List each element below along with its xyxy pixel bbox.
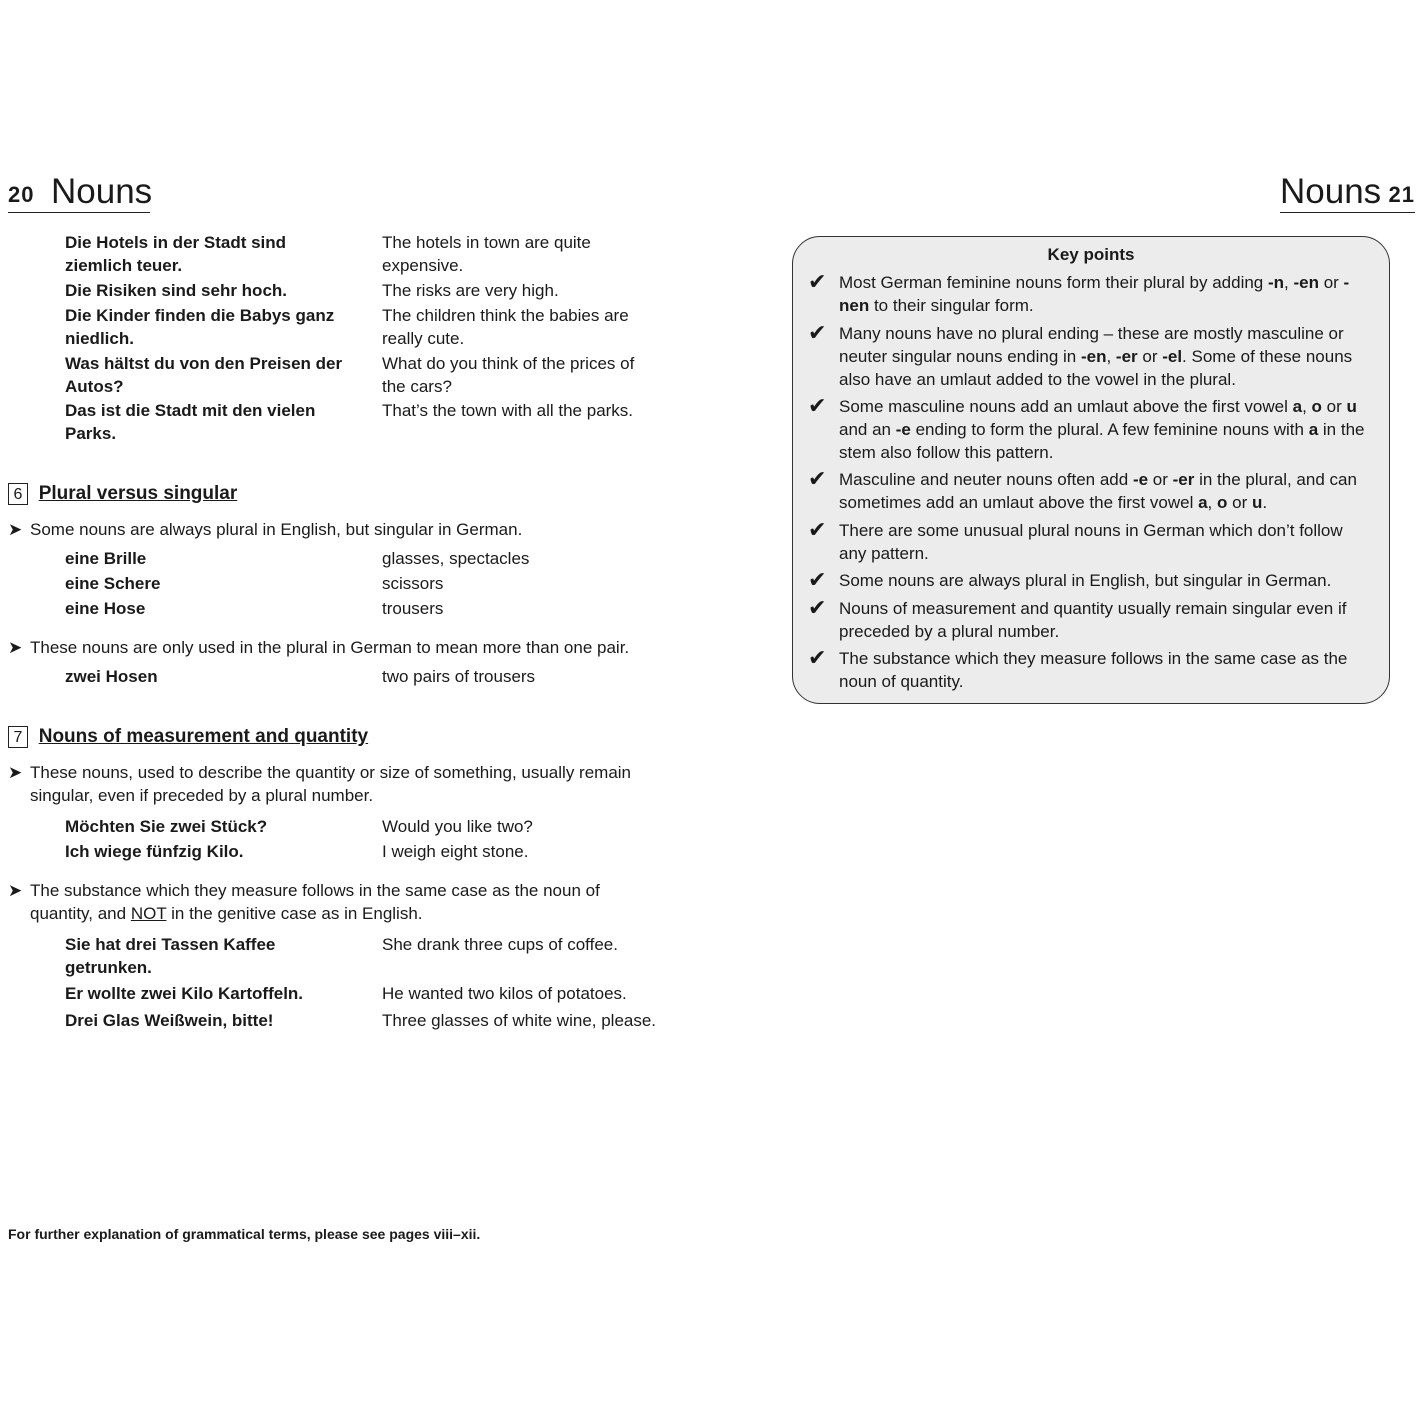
arrow-icon: ➤: [8, 520, 23, 539]
check-icon: ✔: [808, 567, 827, 592]
bullet-text: The substance which they measure follows in the same case as the noun of quantity, and NOT in the genitive case as in English.: [30, 881, 600, 923]
key-point-text: Some masculine nouns add an umlaut above the first vowel a, o or u and an -e ending to form the plural. A few feminine nouns with a in the stem also follow this pattern.: [839, 397, 1365, 462]
english-translation: trousers: [382, 599, 444, 618]
section-number: 6: [8, 483, 28, 505]
page-number: 21: [1388, 182, 1415, 207]
english-translation: glasses, spectacles: [382, 549, 530, 568]
arrow-icon: ➤: [8, 638, 23, 657]
key-point-text: Most German feminine nouns form their plural by adding -n, -en or -nen to their singular form.: [839, 273, 1350, 315]
german-word: zwei Hosen: [65, 667, 158, 686]
page-title: Nouns: [1280, 172, 1382, 211]
section-title: Plural versus singular: [38, 483, 238, 504]
german-word: eine Brille: [65, 549, 147, 568]
german-sentence: Drei Glas Weißwein, bitte!: [65, 1011, 274, 1030]
english-translation: Three glasses of white wine, please.: [382, 1011, 657, 1030]
english-translation: The risks are very high.: [382, 281, 559, 300]
section-number: 7: [8, 726, 28, 748]
english-translation: He wanted two kilos of potatoes.: [382, 984, 627, 1003]
arrow-icon: ➤: [8, 881, 23, 900]
english-translation: Would you like two?: [382, 817, 533, 836]
bullet-text: Some nouns are always plural in English, but singular in German.: [30, 520, 523, 539]
english-translation: The hotels in town are quite expensive.: [382, 233, 591, 275]
key-point-text: Masculine and neuter nouns often add -e or -er in the plural, and can sometimes add an umlaut above the first vowel a, o or u.: [839, 470, 1357, 512]
german-sentence: Möchten Sie zwei Stück?: [65, 817, 268, 836]
german-sentence: Das ist die Stadt mit den vielen Parks.: [65, 401, 316, 443]
arrow-icon: ➤: [8, 763, 23, 782]
bullet-text: These nouns are only used in the plural in German to mean more than one pair.: [30, 638, 630, 657]
german-word: eine Schere: [65, 574, 161, 593]
page-number: 20: [8, 182, 35, 207]
english-translation: She drank three cups of coffee.: [382, 935, 618, 954]
section-heading: [8, 483, 237, 509]
check-icon: ✔: [808, 595, 827, 620]
check-icon: ✔: [808, 517, 827, 542]
page-header-left: [8, 172, 153, 213]
german-word: eine Hose: [65, 599, 146, 618]
key-point-text: There are some unusual plural nouns in German which don’t follow any pattern.: [839, 521, 1343, 563]
key-point-text: Nouns of measurement and quantity usually remain singular even if preceded by a plural number.: [839, 599, 1347, 641]
english-translation: That’s the town with all the parks.: [382, 401, 634, 420]
page-header-right: [1280, 172, 1415, 213]
german-sentence: Die Risiken sind sehr hoch.: [65, 281, 288, 300]
check-icon: ✔: [808, 320, 827, 345]
german-sentence: Die Kinder finden die Babys ganz niedlich.: [65, 306, 335, 348]
key-points-title: Key points: [1047, 245, 1135, 264]
english-translation: scissors: [382, 574, 444, 593]
section-heading: [8, 726, 368, 752]
check-icon: ✔: [808, 466, 827, 491]
key-point-text: Some nouns are always plural in English, but singular in German.: [839, 571, 1332, 590]
bullet-text: These nouns, used to describe the quantity or size of something, usually remain singular, even if preceded by a plural number.: [30, 763, 632, 805]
german-sentence: Die Hotels in der Stadt sind ziemlich teuer.: [65, 233, 287, 275]
german-sentence: Er wollte zwei Kilo Kartoffeln.: [65, 984, 304, 1003]
check-icon: ✔: [808, 645, 827, 670]
key-points-box: [792, 236, 1390, 704]
english-translation: What do you think of the prices of the cars?: [382, 354, 635, 396]
english-translation: I weigh eight stone.: [382, 842, 529, 861]
check-icon: ✔: [808, 269, 827, 294]
key-point-text: The substance which they measure follows in the same case as the noun of quantity.: [839, 649, 1348, 691]
page-title: Nouns: [51, 172, 153, 211]
emphasis-not: NOT: [130, 904, 167, 923]
german-sentence: Sie hat drei Tassen Kaffee getrunken.: [65, 935, 276, 977]
german-sentence: Ich wiege fünfzig Kilo.: [65, 842, 244, 861]
german-sentence: Was hältst du von den Preisen der Autos?: [65, 354, 343, 396]
english-translation: The children think the babies are really cute.: [382, 306, 629, 348]
section-title: Nouns of measurement and quantity: [38, 726, 369, 747]
english-translation: two pairs of trousers: [382, 667, 536, 686]
key-point-text: Many nouns have no plural ending – these are mostly masculine or neuter singular nouns ending in -en, -er or -el. Some of these nouns also have an umlaut added to the vowel in the plural.: [839, 324, 1353, 389]
footer-note: For further explanation of grammatical terms, please see pages viii–xii.: [8, 1226, 481, 1242]
check-icon: ✔: [808, 393, 827, 418]
